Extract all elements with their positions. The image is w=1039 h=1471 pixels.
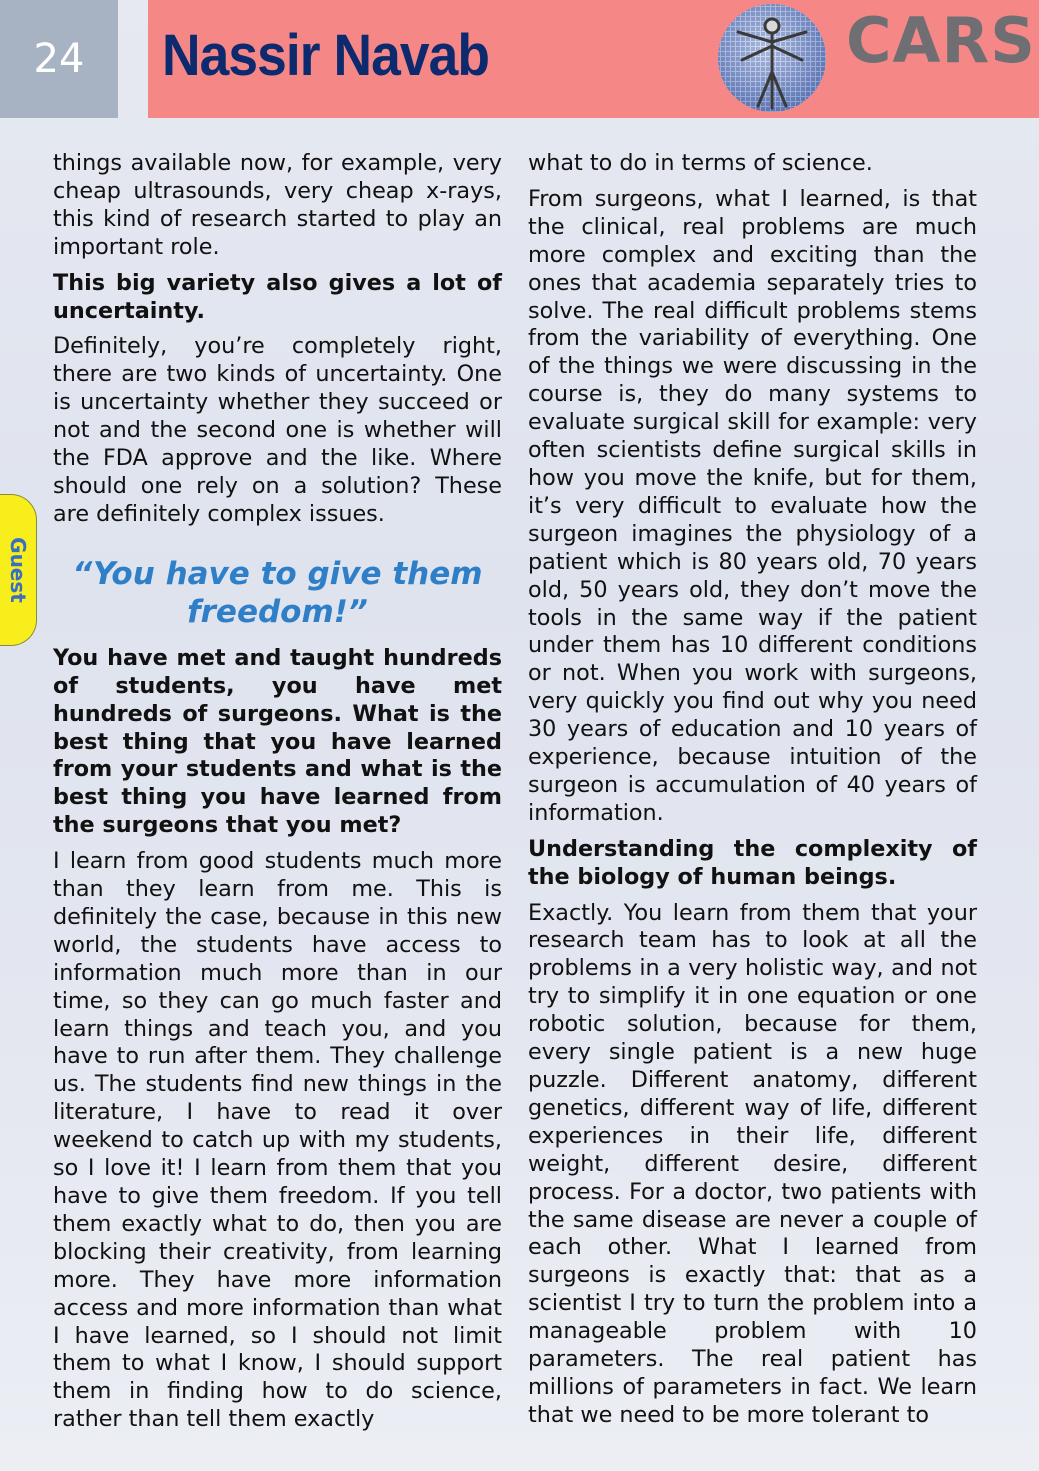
interviewee-name: Nassir Navab — [162, 23, 490, 88]
paragraph: what to do in terms of science. — [528, 150, 873, 176]
paragraph: things available now, for example, very cheap ultrasounds, very cheap x-rays, this kind of research started to play an important role. — [53, 150, 502, 260]
question: You have met and taught hundreds of students, you have met hundreds of surgeons. What is the best thing that you have learned from your students and what is the best thing you have learned from the surgeons that you met? — [53, 644, 502, 839]
page-number: 24 — [0, 0, 118, 118]
page-header — [0, 0, 1039, 118]
question: Understanding the complexity of the biology of human beings. — [528, 835, 977, 890]
paragraph: Definitely, you’re completely right, there are two kinds of uncertainty. One is uncertainty whether they succeed or not and the second one is whether will the FDA approve and the like. Where should one rely on a solution? These are definitely complex issues. — [53, 333, 502, 527]
cars-logo: CARS — [846, 4, 1036, 77]
right-column — [528, 150, 977, 1438]
pull-quote: “You have to give them freedom!” — [72, 555, 483, 630]
paragraph: From surgeons, what I learned, is that the clinical, real problems are much more complex and exciting than the ones that academia separately tries to solve. The real difficult problems stems from the variability of everything. One of the things we were discussing in the course is, they do many systems to evaluate surgical skill for example: very often scientists define surgical skills in how you move the knife, but for them, it’s very difficult to evaluate how the surgeon imagines the physiology of a patient which is 80 years old, 70 years old, 50 years old, they don’t move the tools in the same way if the patient under them has 10 different conditions or not. When you work with surgeons, very quickly you find out why you need 30 years of education and 10 years of experience, because intuition of the surgeon is accumulation of 40 years of information. — [528, 185, 977, 826]
vitruvian-globe-icon — [716, 2, 828, 114]
paragraph: Exactly. You learn from them that your research team has to look at all the problems in a very holistic way, and not try to simplify it in one equation or one robotic solution, because for them, every single patient is a new huge puzzle. Different anatomy, different genetics, different way of life, different experiences in their life, different weight, different desire, different process. For a doctor, two patients with the same disease are never a couple of each other. What I learned from surgeons is exactly that: that as a scientist I try to turn the problem into a manageable problem with 10 parameters. The real patient has millions of parameters in fact. We learn that we need to be more tolerant to — [528, 899, 977, 1428]
guest-tab — [0, 494, 37, 646]
question: This big variety also gives a lot of uncertainty. — [53, 269, 502, 324]
guest-tab-label: Guest — [6, 537, 30, 603]
left-column — [53, 150, 502, 1442]
paragraph: I learn from good students much more than they learn from me. This is definitely the case, because in this new world, the students have access to information much more than in our time, so they can go much faster and learn things and teach you, and you have to run after them. They challenge us. The students find new things in the literature, I have to read it over weekend to catch up with my students, so I love it! I learn from them that you have to give them freedom. If you tell them exactly what to do, then you are blocking their creativity, from learning more. They have more information access and more information than what I have learned, so I should not limit them to what I know, I should support them in finding how to do science, rather than tell them exactly — [53, 848, 502, 1433]
